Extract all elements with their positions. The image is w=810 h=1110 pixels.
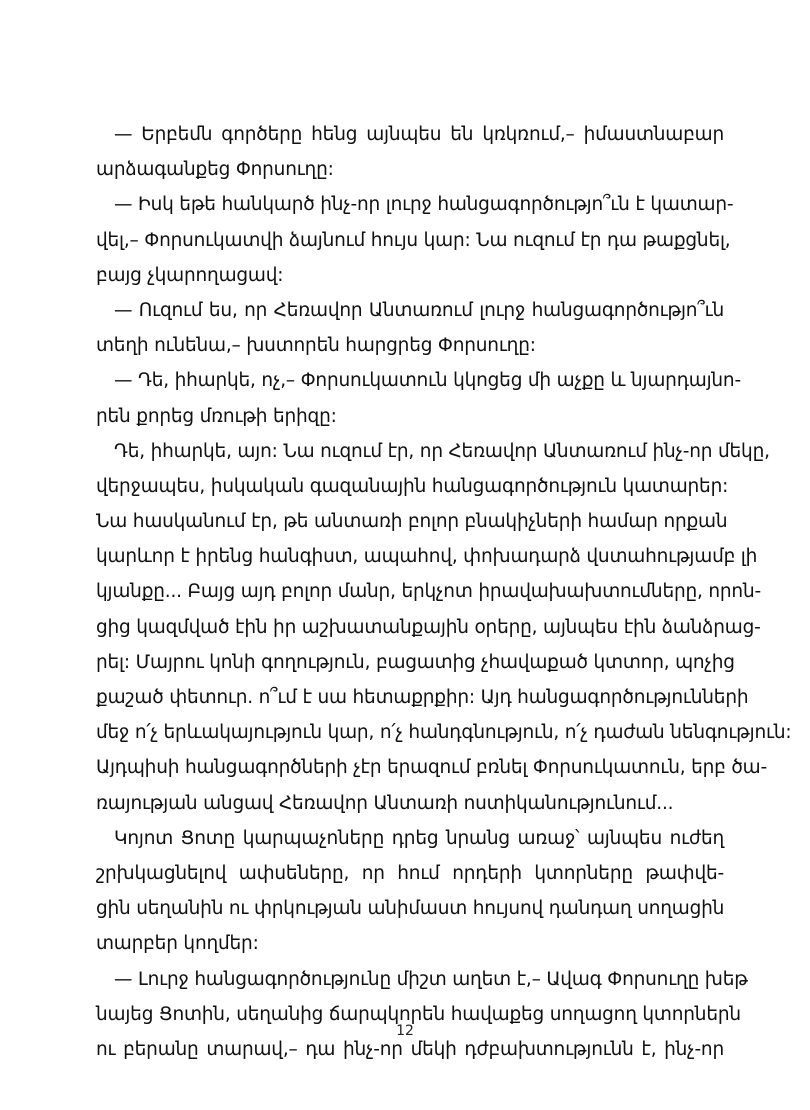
text-line: — Լուրջ հանցագործությունը միշտ աղետ է,– Ավագ Փորսուղը խեթ [114,968,748,990]
text-line: Նա հասկանում էր, թե անտառի բոլոր բնակիչների համար որքան [96,511,728,533]
text-line: րեն քորեց մռութի երիզը: [96,405,337,427]
text-line: — Երբեմն գործերը հենց այնպես են կռկռում,– իմաստնաբար [114,124,724,145]
text-line: վերջապես, իսկական գազանային հանցագործություն կատարեր: [96,475,729,497]
text-line: — Իսկ եթե հանկարծ ինչ-որ լուրջ հանցագործությո՞ւն է կատար- [114,194,734,216]
text-line: քաշած փետուր. ո՞ւմ է սա հետաքրքիր: Այդ հանցագործությունների [96,687,749,708]
text-line: արձագանքեց Փորսուղը: [96,159,334,181]
text-line: մեջ ո՛չ երևակայություն կար, ո՛չ հանդգնություն, ո՛չ դաժան նենգություն: [96,722,792,744]
text-line: ցից կազմված էին իր աշխատանքային օրերը, այնպես էին ձանձրաց- [96,616,761,638]
text-line: ռայության անցավ Հեռավոր Անտառի ոստիկանությունում... [96,792,674,814]
text-line: կյանքը... Բայց այդ բոլոր մանր, երկչոտ իրավախախտումները, որոն- [96,581,761,603]
text-line: տեղի ունենա,– խստորեն հարցրեց Փորսուղը: [96,335,536,357]
body-text [96,117,792,1067]
text-line: — Ուզում ես, որ Հեռավոր Անտառում լուրջ հանցագործությո՞ւն [114,299,724,321]
text-line: — Դե, իհարկե, ոչ,– Փորսուկատուն կկոցեց մի աչքը և նյարդայնո- [114,370,741,392]
text-line: Կոյոտ Ցոտը կարպաչոները դրեց նրանց առաջ՝ այնպես ուժեղ [114,827,724,849]
text-line: տարբեր կողմեր: [96,933,259,955]
text-line: նայեց Ցոտին, սեղանից ճարպկորեն հավաքեց սողացող կտորներն [96,1003,741,1025]
text-line: վել,– Փորսուկատվի ձայնում հույս կար: Նա ուզում էր դա թաքցնել, [96,229,731,251]
text-line: շրխկացնելով ափսեները, որ հում որդերի կտորները թափվե- [96,862,724,884]
text-line: ցին սեղանին ու փրկության անիմաստ հույսով դանդաղ սողացին [96,898,725,920]
text-line: բայց չկարողացավ: [96,264,284,286]
text-line: ու բերանը տարավ,– դա ինչ-որ մեկի դժբախտությունն է, ինչ-որ [96,1038,724,1060]
page-number: 12 [396,1023,414,1039]
text-line: Այդպիսի հանցագործների չէր երազում բռնել Փորսուկատուն, երբ ծա- [96,757,767,779]
text-line: կարևոր է իրենց հանգիստ, ապահով, փոխադարձ վստահությամբ լի [96,546,758,568]
text-line: րել: Մայրու կոնի գողություն, բացատից չհավաքած կտտոր, պոչից [96,651,735,673]
text-line: Դե, իհարկե, այո: Նա ուզում էր, որ Հեռավոր Անտառում ինչ-որ մեկը, [114,440,770,462]
